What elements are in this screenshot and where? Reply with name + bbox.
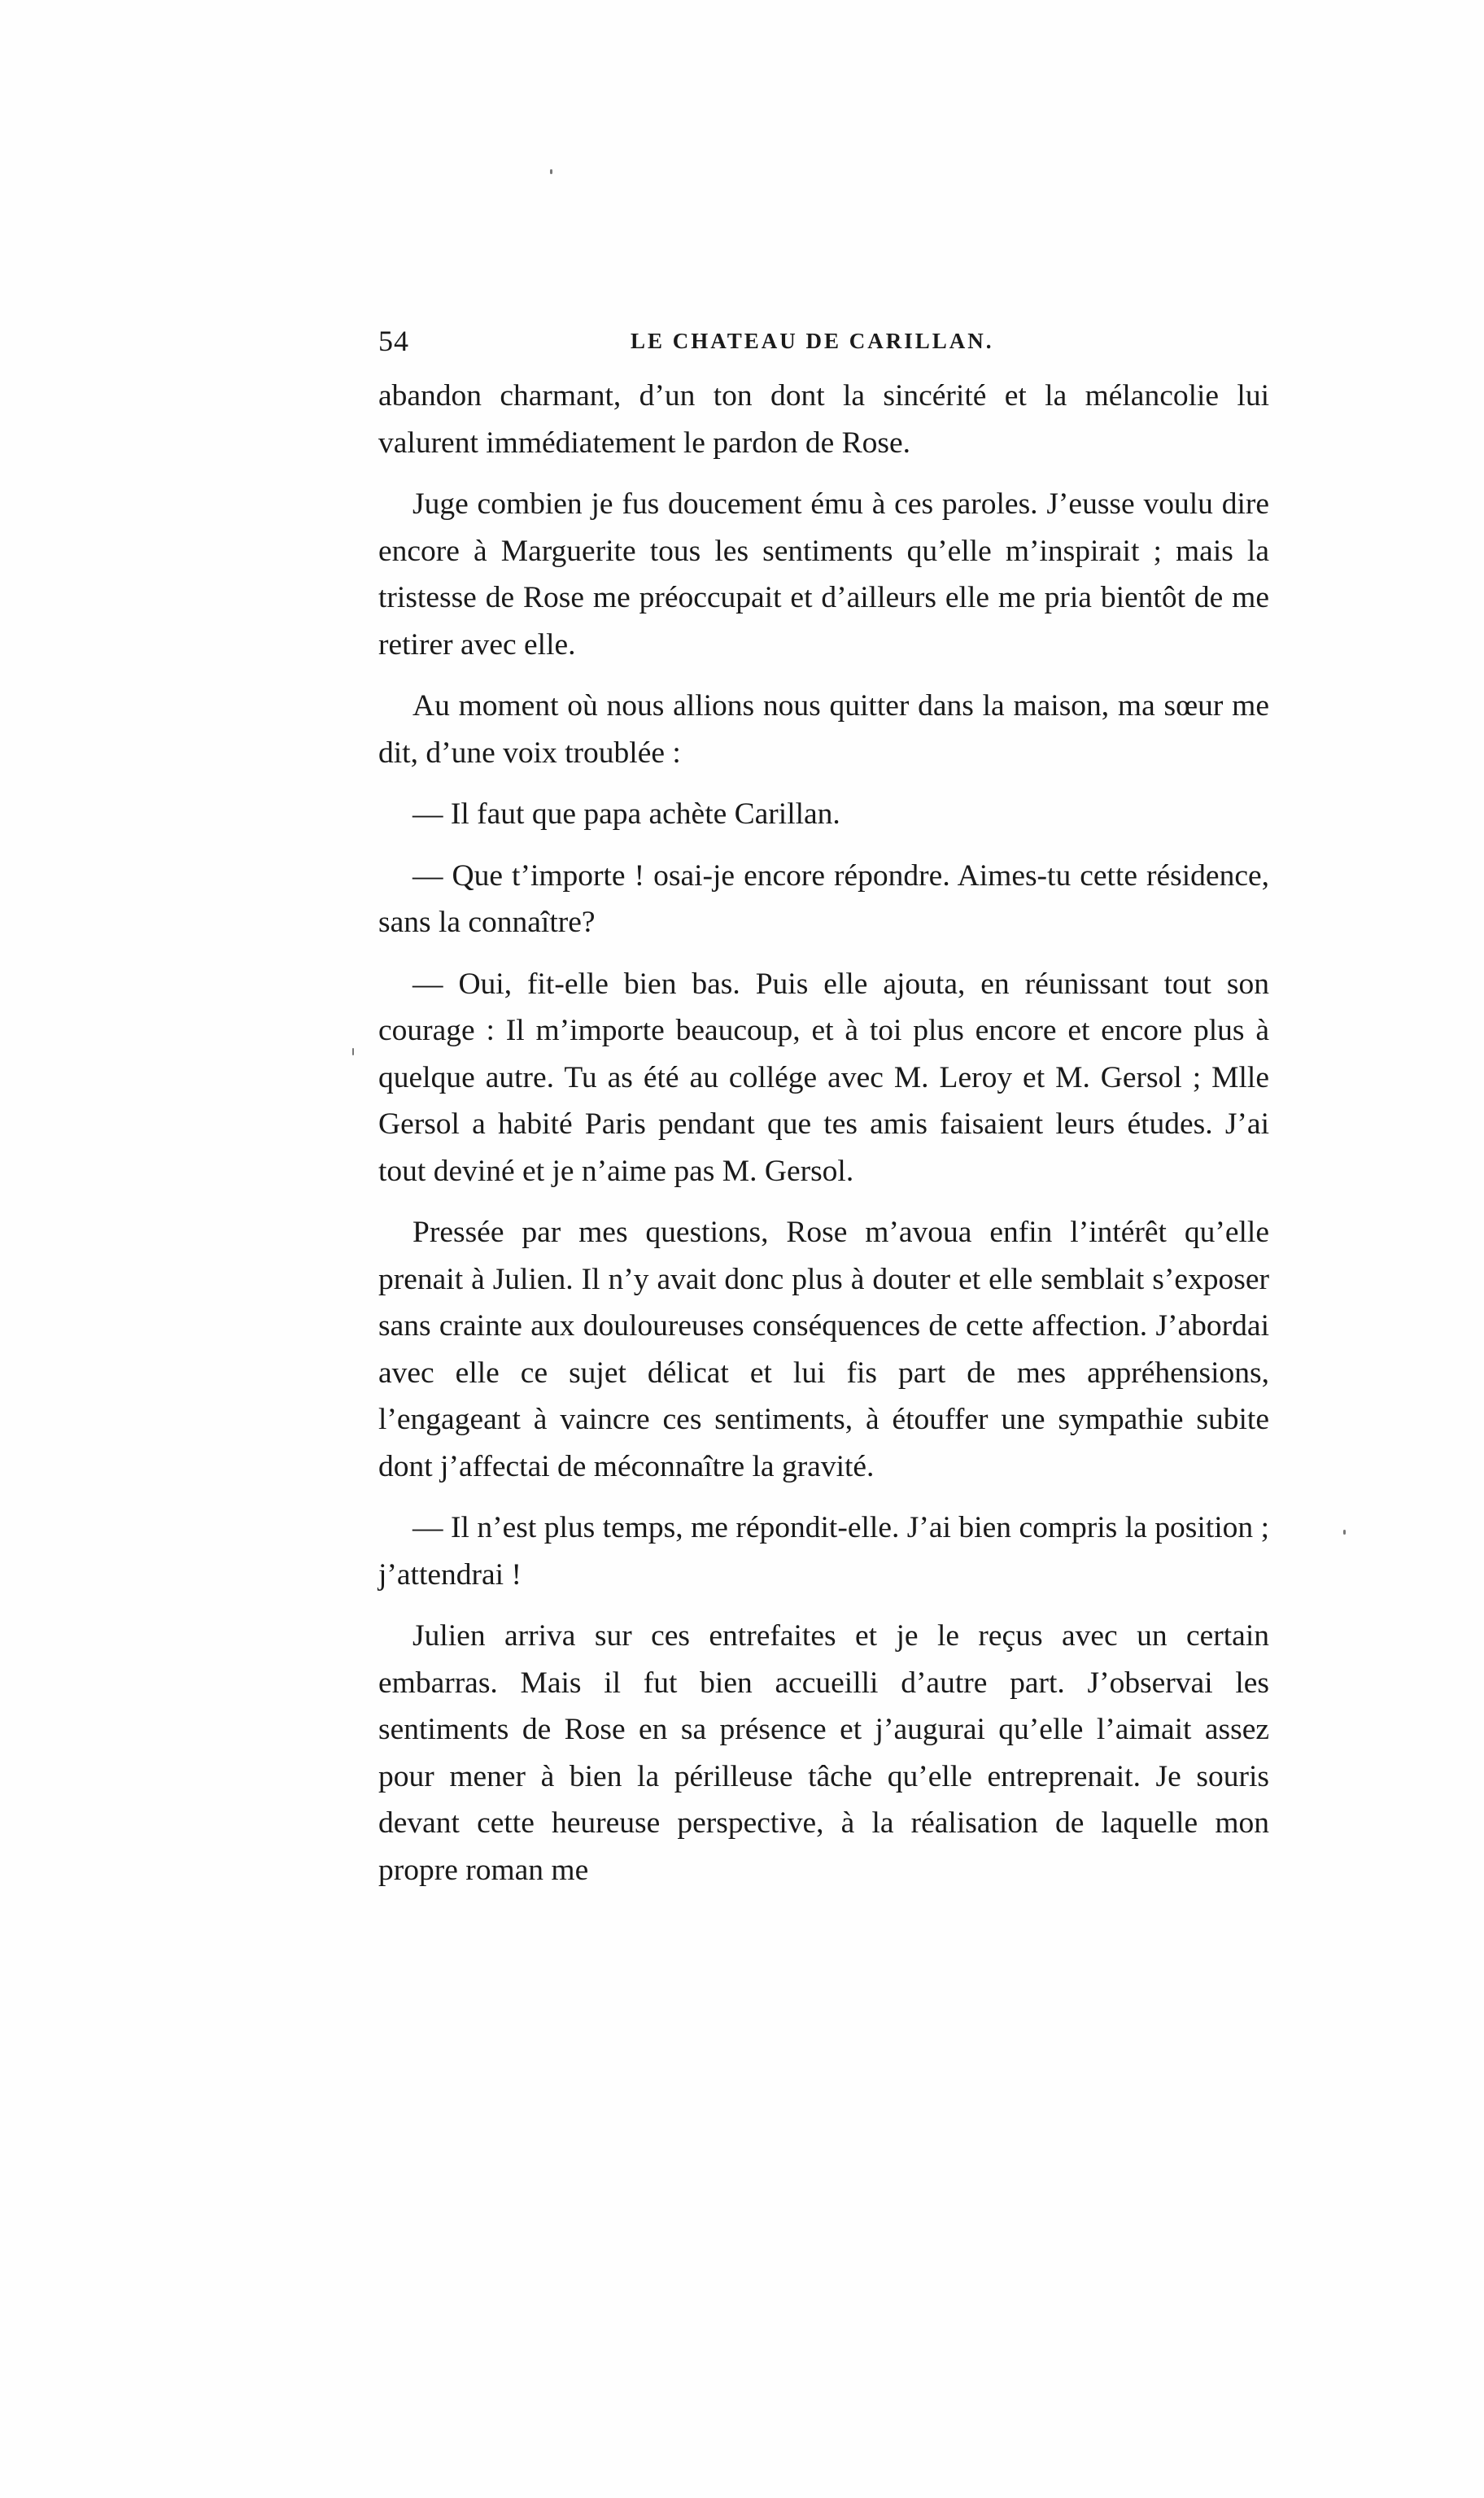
running-title: LE CHATEAU DE CARILLAN. xyxy=(631,329,994,353)
page-number: 54 xyxy=(378,325,409,357)
dialogue-line: — Il faut que papa achète Carillan. xyxy=(412,797,840,831)
paragraph: abandon charmant, d’un ton dont la sincérité et la mélancolie lui valurent immédiatement le pardon de Rose. xyxy=(378,379,1269,460)
ink-speck xyxy=(550,169,552,174)
ink-speck xyxy=(1343,1530,1346,1535)
paragraph: Julien arriva sur ces entrefaites et je le reçus avec un certain embarras. Mais il fut bien accueilli d’autre part. J’observai les sentiments de Rose en sa présence et j’augurai qu’elle l’aimait assez pour mener à bien la périlleuse tâche qu’elle entreprenait. Je souris devant cette heureuse perspective, à la réalisation de laquelle mon propre roman me xyxy=(378,1619,1269,1887)
dialogue-line: — Que t’importe ! osai-je encore répondre. Aimes-tu cette résidence, sans la connaître? xyxy=(378,858,1269,939)
paragraph: Au moment où nous allions nous quitter dans la maison, ma sœur me dit, d’une voix troublée : xyxy=(378,689,1269,770)
page-header xyxy=(378,324,1269,365)
ink-speck xyxy=(352,1048,354,1055)
dialogue-line: — Oui, fit-elle bien bas. Puis elle ajouta, en réunissant tout son courage : Il m’importe beaucoup, et à toi plus encore et encore plus à quelque autre. Tu as été au collége avec M. Leroy et M. Gersol ; Mlle Gersol a habité Paris pendant que tes amis faisaient leurs études. J’ai tout deviné et je n’aime pas M. Gersol. xyxy=(378,967,1269,1188)
paragraph: Pressée par mes questions, Rose m’avoua enfin l’intérêt qu’elle prenait à Julien. Il n’y avait donc plus à douter et elle semblait s’exposer sans crainte aux douloureuses conséquences de cette affection. J’abordai avec elle ce sujet délicat et lui fis part de mes appréhensions, l’engageant à vaincre ces sentiments, à étouffer une sympathie subite dont j’affectai de méconnaître la gravité. xyxy=(378,1216,1269,1483)
body-text xyxy=(378,373,1269,1893)
dialogue-line: — Il n’est plus temps, me répondit-elle. J’ai bien compris la position ; j’attendrai ! xyxy=(378,1511,1269,1592)
paragraph: Juge combien je fus doucement ému à ces paroles. J’eusse voulu dire encore à Marguerite tous les sentiments qu’elle m’inspirait ; mais la tristesse de Rose me préoccupait et d’ailleurs elle me pria bientôt de me retirer avec elle. xyxy=(378,487,1269,662)
